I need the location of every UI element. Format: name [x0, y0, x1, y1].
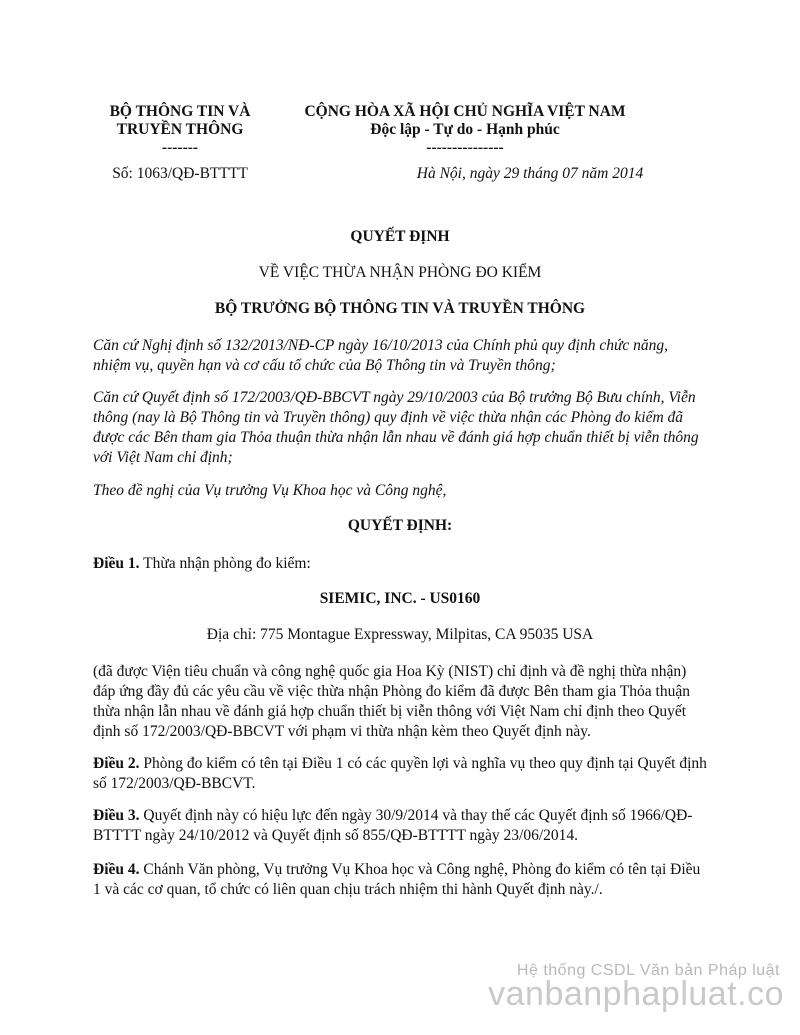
ministry-name — [80, 103, 280, 157]
national-heading — [290, 103, 640, 157]
article-4-text: Chánh Văn phòng, Vụ trưởng Vụ Khoa học và Công nghệ, Phòng đo kiểm có tên tại Điều 1 và các cơ quan, tổ chức có liên quan chịu trách nhiệm thi hành Quyết định này./. — [93, 861, 701, 898]
issuing-authority: BỘ TRƯỞNG BỘ THÔNG TIN VÀ TRUYỀN THÔNG — [214, 300, 586, 317]
article-2-label: Điều 2. — [93, 755, 140, 772]
republic-name: CỘNG HÒA XÃ HỘI CHỦ NGHĨA VIỆT NAM — [304, 103, 626, 120]
legal-basis-1: Căn cứ Nghị định số 132/2013/NĐ-CP ngày 16/10/2013 của Chính phủ quy định chức năng, nhiệm vụ, quyền hạn và cơ cấu tổ chức của Bộ Thông tin và Truyền thông; — [93, 337, 669, 374]
article-4-label: Điều 4. — [93, 861, 140, 878]
motto: Độc lập - Tự do - Hạnh phúc — [370, 121, 560, 138]
ministry-line1: BỘ THÔNG TIN VÀ — [109, 103, 251, 120]
watermark-caption: Hệ thống CSDL Văn bản Pháp luật — [516, 962, 780, 979]
motto-rule: --------------- — [426, 139, 504, 156]
watermark-site: vanbanphapluat.co — [488, 975, 784, 1013]
article-4 — [93, 860, 708, 900]
article-3-text: Quyết định này có hiệu lực đến ngày 30/9/2014 và thay thế các Quyết định số 1966/QĐ-BTTTT ngày 24/10/2012 và Quyết định số 855/QĐ-BTTTT ngày 23/06/2014. — [93, 807, 693, 844]
ministry-rule: ------- — [161, 139, 199, 156]
document-number: Số: 1063/QĐ-BTTTT — [112, 165, 248, 182]
ministry-line2: TRUYỀN THÔNG — [116, 121, 244, 138]
document-subject: VỀ VIỆC THỪA NHẬN PHÒNG ĐO KIỂM — [258, 264, 542, 281]
article-2-text: Phòng đo kiểm có tên tại Điều 1 có các quyền lợi và nghĩa vụ theo quy định tại Quyết định số 172/2003/QĐ-BBCVT. — [93, 755, 707, 792]
article-3-label: Điều 3. — [93, 807, 140, 824]
article-1-detail: (đã được Viện tiêu chuẩn và công nghệ quốc gia Hoa Kỳ (NIST) chỉ định và đề nghị thừa nhận) đáp ứng đầy đủ các yêu cầu về việc thừa nhận Phòng đo kiểm đã được Bên tham gia Thỏa thuận thừa nhận lẫn nhau về đánh giá hợp chuẩn thiết bị viễn thông với Việt Nam chỉ định theo Quyết định số 172/2003/QĐ-BBCVT với phạm vi thừa nhận kèm theo Quyết định này. — [93, 663, 690, 740]
document-title: QUYẾT ĐỊNH — [350, 228, 450, 245]
place-date: Hà Nội, ngày 29 tháng 07 năm 2014 — [416, 165, 644, 182]
lab-name: SIEMIC, INC. - US0160 — [319, 590, 481, 607]
legal-basis-2: Căn cứ Quyết định số 172/2003/QĐ-BBCVT ngày 29/10/2003 của Bộ trưởng Bộ Bưu chính, Viễn thông (nay là Bộ Thông tin và Truyền thông) quy định về việc thừa nhận các Phòng đo kiểm đã được các Bên tham gia Thỏa thuận thừa nhận lẫn nhau về đánh giá hợp chuẩn thiết bị viễn thông với Việt Nam chỉ định; — [93, 389, 699, 466]
lab-address: Địa chỉ: 775 Montague Expressway, Milpitas, CA 95035 USA — [206, 626, 594, 643]
article-3 — [93, 806, 708, 846]
proposal-basis: Theo đề nghị của Vụ trưởng Vụ Khoa học và Công nghệ, — [93, 482, 447, 499]
article-1-text: Thừa nhận phòng đo kiểm: — [139, 555, 311, 572]
article-1 — [93, 554, 708, 574]
article-1-label: Điều 1. — [93, 555, 140, 572]
article-2 — [93, 754, 708, 794]
decision-heading: QUYẾT ĐỊNH: — [347, 517, 453, 534]
